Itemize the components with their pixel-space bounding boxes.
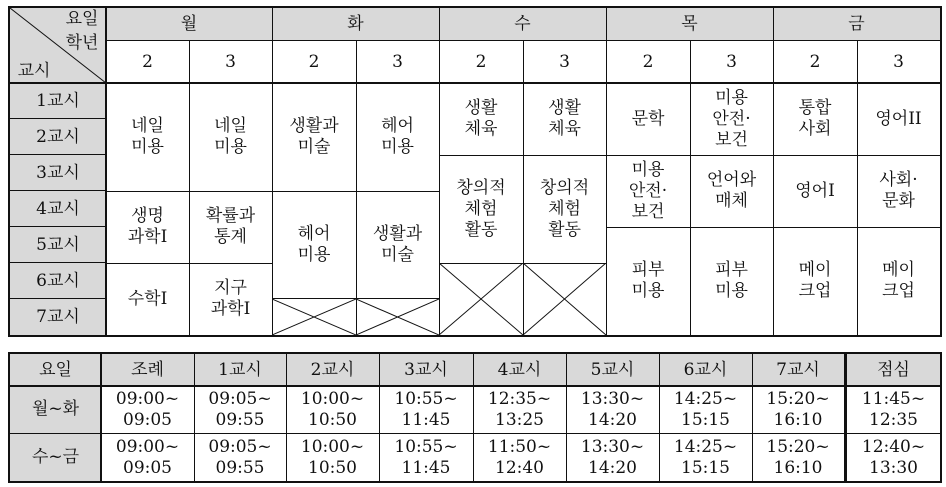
time-cell: 09:05~ 09:55	[208, 436, 272, 478]
grade-header-fri-2: 2	[809, 51, 821, 72]
class-cell: 영어I	[795, 180, 835, 201]
class-cell: 헤어 미용	[297, 223, 331, 265]
time-header-period-7: 7교시	[776, 359, 820, 380]
time-header-day: 요일	[39, 359, 72, 380]
class-cell: 미용 안전· 보건	[628, 159, 668, 222]
time-cell: 11:50~ 12:40	[487, 436, 552, 478]
class-cell: 문학	[631, 108, 665, 129]
time-cell: 09:00~ 09:05	[115, 436, 180, 478]
class-schedule-table	[8, 6, 942, 337]
empty-cell-tue-2	[272, 299, 356, 335]
grade-header-thu-3: 3	[726, 51, 737, 72]
class-cell: 피부 미용	[631, 260, 665, 301]
time-header-lunch: 점심	[877, 359, 910, 380]
period-label-7: 7교시	[36, 306, 80, 327]
period-label-6: 6교시	[36, 270, 80, 291]
time-header-period-1: 1교시	[218, 359, 262, 380]
time-row-label: 월~화	[31, 399, 80, 419]
grade-header-wed-3: 3	[559, 51, 570, 72]
period-row-line	[10, 298, 106, 299]
period-row-line	[10, 262, 106, 263]
grade-header-mon-2: 2	[142, 51, 153, 72]
class-cell: 생활과 미술	[372, 223, 423, 265]
time-cell: 10:00~ 10:50	[300, 436, 365, 478]
grade-header-tue-2: 2	[308, 51, 320, 72]
time-cell: 14:25~ 15:15	[673, 388, 738, 430]
class-cell: 메이 크업	[798, 260, 832, 301]
grade-header-mon-3: 3	[225, 51, 236, 72]
grade-header-fri-3: 3	[893, 51, 904, 72]
class-cell: 생활 체육	[464, 98, 498, 139]
class-cell: 창의적 체험 활동	[539, 177, 590, 240]
time-cell: 12:35~ 13:25	[487, 388, 552, 430]
time-header-period-6: 6교시	[683, 359, 728, 380]
period-label-4: 4교시	[36, 198, 80, 219]
empty-cell-wed-3	[523, 263, 606, 335]
period-label-1: 1교시	[36, 90, 80, 111]
class-cell: 창의적 체험 활동	[456, 177, 506, 240]
period-label-5: 5교시	[36, 234, 80, 255]
time-cell: 09:00~ 09:05	[115, 388, 180, 430]
time-cell: 10:55~ 11:45	[394, 388, 458, 430]
corner-period-label: 교시	[17, 60, 51, 81]
day-header-tue: 화	[347, 14, 364, 34]
time-cell: 12:40~ 13:30	[861, 436, 926, 478]
empty-cell-tue-3	[356, 299, 439, 335]
class-cell: 통합 사회	[798, 98, 832, 139]
class-cell: 메이 크업	[882, 260, 915, 301]
class-cell: 수학I	[127, 288, 168, 309]
class-cell: 생활과 미술	[289, 116, 339, 157]
time-cell: 10:00~ 10:50	[300, 388, 365, 430]
corner-grade-label: 학년	[65, 32, 99, 53]
time-header-period-4: 4교시	[497, 359, 542, 380]
class-cell: 네일 미용	[214, 116, 247, 157]
class-cell: 언어와 매체	[706, 170, 757, 211]
grade-header-wed-2: 2	[475, 51, 487, 72]
day-header-mon: 월	[180, 14, 198, 34]
time-cell: 09:05~ 09:55	[208, 388, 272, 430]
period-row-line	[10, 118, 106, 119]
time-row-label: 수~금	[31, 447, 80, 467]
time-cell: 15:20~ 16:10	[766, 388, 830, 430]
bell-time-table	[8, 352, 942, 483]
time-header-assembly: 조례	[131, 359, 164, 380]
day-header-wed: 수	[514, 14, 531, 34]
time-cell: 11:45~ 12:35	[861, 388, 926, 430]
empty-cell-wed-2	[439, 263, 523, 335]
class-cell: 피부 미용	[715, 260, 748, 301]
class-cell: 헤어 미용	[381, 116, 414, 157]
class-cell: 생명 과학I	[127, 206, 168, 247]
period-row-line	[10, 190, 106, 191]
class-cell: 사회· 문화	[879, 170, 918, 211]
time-cell: 13:30~ 14:20	[580, 436, 645, 478]
time-cell: 15:20~ 16:10	[766, 436, 830, 478]
corner-day-label: 요일	[65, 8, 99, 29]
time-cell: 10:55~ 11:45	[394, 436, 458, 478]
period-row-line	[10, 226, 106, 227]
day-header-fri: 금	[848, 14, 865, 34]
time-header-period-2: 2교시	[310, 359, 355, 380]
time-header-period-3: 3교시	[404, 359, 448, 380]
time-cell: 13:30~ 14:20	[580, 388, 645, 430]
grade-header-tue-3: 3	[392, 51, 403, 72]
class-cell: 확률과 통계	[205, 206, 256, 247]
day-header-thu: 목	[681, 14, 698, 34]
time-cell: 14:25~ 15:15	[673, 436, 738, 478]
class-cell: 미용 안전· 보건	[712, 87, 751, 150]
class-cell: 지구 과학I	[210, 278, 251, 319]
period-label-3: 3교시	[36, 162, 80, 183]
period-label-2: 2교시	[36, 126, 80, 147]
grade-header-thu-2: 2	[642, 51, 654, 72]
class-cell: 영어II	[875, 108, 922, 129]
period-row-line	[10, 154, 106, 155]
time-header-period-5: 5교시	[590, 359, 635, 380]
class-cell: 네일 미용	[131, 116, 164, 157]
class-cell: 생활 체육	[548, 98, 581, 139]
